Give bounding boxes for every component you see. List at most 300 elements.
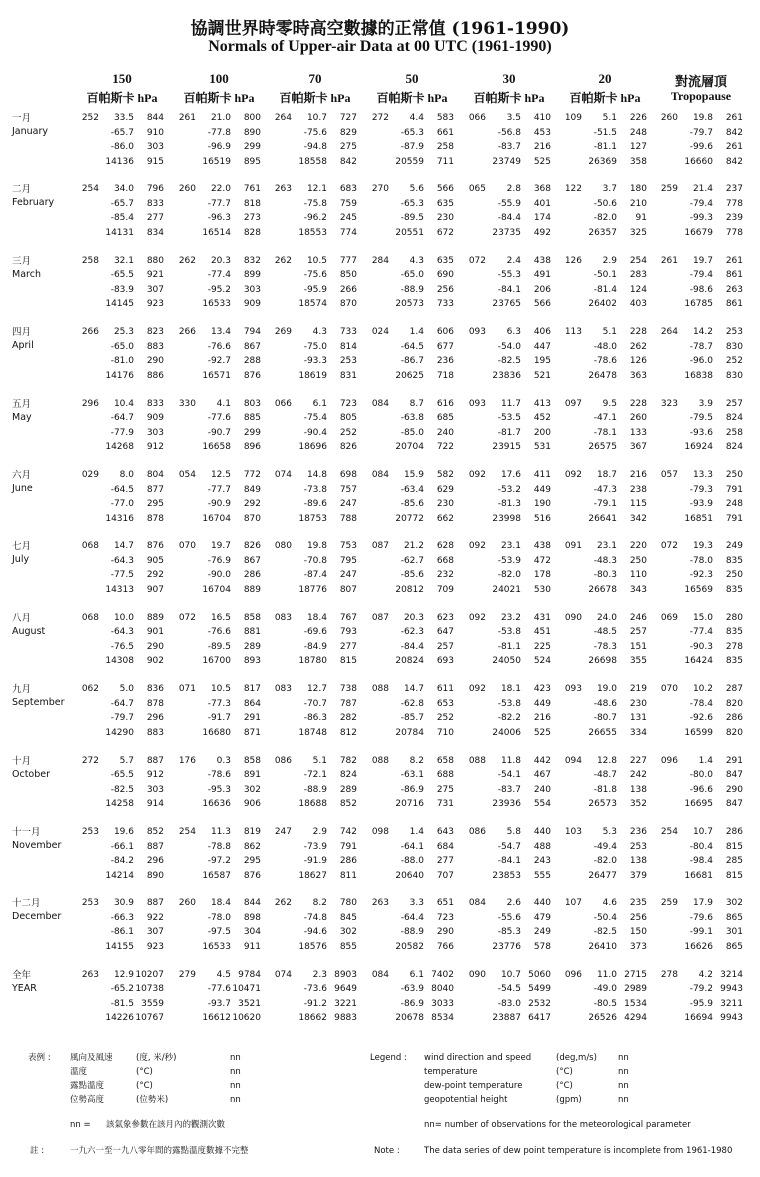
table-cell: 10.0	[113, 612, 134, 623]
table-cell: 286	[339, 856, 357, 866]
table-cell: -79.2	[689, 984, 713, 995]
table-cell: 653	[436, 698, 454, 709]
note-text-english: The data series of dew point temperature is incomplete from 1961-1980	[424, 1146, 733, 1156]
table-cell: 219	[629, 684, 647, 695]
table-cell: -82.0	[593, 856, 617, 866]
table-cell: -78.8	[207, 841, 231, 852]
table-cell: -89.5	[207, 641, 231, 652]
table-cell: 828	[243, 227, 261, 238]
table-cell: 2.9	[602, 255, 617, 266]
table-cell: -86.7	[400, 356, 424, 367]
table-cell: 16704	[202, 513, 231, 524]
table-cell: -64.3	[110, 627, 134, 638]
level-header-number: 對流層頂	[674, 74, 727, 89]
table-cell: 16658	[202, 442, 231, 453]
table-cell: 10.5	[210, 684, 231, 695]
table-cell: 842	[339, 156, 357, 167]
table-cell: -54.5	[497, 984, 521, 995]
month-label-chinese: 十二月	[12, 898, 41, 910]
table-cell: 296	[146, 713, 164, 724]
table-cell: 097	[564, 398, 582, 409]
table-cell: 098	[371, 827, 389, 837]
table-cell: 23.1	[500, 541, 521, 552]
table-cell: -80.0	[689, 770, 713, 781]
table-cell: 10.5	[306, 255, 327, 266]
table-cell: 8.2	[409, 755, 424, 766]
table-cell: -75.0	[303, 341, 327, 352]
level-header-unit: 百帕斯卡 hPa	[473, 91, 545, 105]
table-cell: -50.1	[593, 270, 617, 281]
table-cell: 10.2	[692, 684, 713, 695]
table-cell: 16924	[684, 442, 713, 453]
table-cell: 291	[725, 755, 743, 766]
table-cell: 292	[146, 570, 164, 581]
table-cell: 19.3	[692, 541, 713, 552]
table-cell: 304	[243, 927, 261, 938]
table-cell: 555	[533, 870, 551, 881]
table-cell: 8534	[431, 1013, 454, 1024]
table-cell: 225	[533, 641, 551, 652]
table-cell: 23749	[492, 156, 521, 167]
table-cell: -95.9	[303, 284, 327, 295]
table-cell: 20.3	[210, 255, 231, 266]
table-cell: 20573	[395, 299, 424, 310]
table-cell: 23.1	[596, 541, 617, 552]
table-cell: 254	[178, 827, 196, 837]
table-cell: 406	[533, 327, 551, 338]
table-cell: -90.3	[689, 641, 713, 652]
table-cell: -86.9	[400, 998, 424, 1009]
table-cell: 084	[371, 398, 389, 409]
table-cell: 286	[725, 827, 743, 837]
table-cell: -78.7	[689, 341, 713, 352]
table-cell: 566	[533, 299, 551, 310]
table-cell: 91	[635, 213, 647, 224]
table-cell: -88.9	[303, 784, 327, 795]
table-cell: 833	[146, 398, 164, 409]
table-cell: 17.9	[692, 898, 713, 909]
table-cell: -96.2	[303, 213, 327, 224]
table-cell: 842	[725, 156, 743, 167]
table-cell: 086	[468, 827, 486, 837]
table-cell: -95.9	[689, 998, 713, 1009]
table-cell: -76.6	[207, 341, 231, 352]
legend-title-english: Legend :	[370, 1053, 407, 1063]
table-cell: 19.6	[113, 827, 134, 837]
table-cell: 757	[339, 484, 357, 495]
table-cell: 290	[146, 356, 164, 367]
legend-en-name-2: dew-point temperature	[424, 1081, 523, 1091]
legend-zh-unit-1: (°C)	[136, 1067, 153, 1077]
table-cell: 849	[243, 484, 261, 495]
table-cell: 252	[725, 356, 743, 367]
table-cell: 237	[725, 184, 743, 195]
table-cell: -65.3	[400, 127, 424, 138]
table-cell: -90.4	[303, 427, 327, 438]
table-cell: -79.4	[689, 198, 713, 209]
table-cell: 876	[146, 541, 164, 552]
table-cell: 290	[436, 927, 454, 938]
table-cell: 126	[564, 255, 582, 266]
table-cell: 842	[725, 127, 743, 138]
legend-zh-unit-2: (°C)	[136, 1081, 153, 1091]
table-cell: -78.6	[593, 356, 617, 367]
table-cell: 787	[339, 698, 357, 709]
table-cell: 611	[436, 684, 454, 695]
table-cell: 072	[178, 612, 196, 623]
table-cell: 24006	[492, 727, 521, 738]
table-cell: 870	[243, 513, 261, 524]
legend-en-nn-3: nn	[618, 1095, 629, 1105]
table-cell: -91.2	[303, 998, 327, 1009]
table-cell: -88.0	[400, 856, 424, 866]
legend-en-nn-0: nn	[618, 1053, 629, 1063]
table-cell: 4294	[624, 1013, 647, 1024]
table-cell: 33.5	[113, 113, 134, 123]
table-cell: 19.0	[596, 684, 617, 695]
table-cell: 423	[533, 684, 551, 695]
table-cell: 23998	[492, 513, 521, 524]
table-cell: 11.8	[500, 755, 521, 766]
table-cell: -66.3	[110, 912, 134, 923]
table-cell: 16680	[202, 727, 231, 738]
table-cell: 259	[660, 898, 678, 909]
month-label-chinese: 八月	[12, 612, 32, 624]
table-cell: -49.0	[593, 984, 617, 995]
table-cell: 766	[436, 941, 454, 952]
month-label-chinese: 全年	[12, 969, 32, 981]
table-cell: 088	[371, 755, 389, 766]
level-header-number: 20	[598, 71, 612, 86]
month-label-english: April	[12, 340, 34, 352]
table-cell: 606	[436, 327, 454, 338]
table-cell: 727	[339, 113, 357, 123]
table-cell: -50.4	[593, 912, 617, 923]
table-cell: 113	[564, 327, 582, 338]
table-cell: 8040	[431, 984, 454, 995]
table-cell: 26477	[588, 870, 617, 881]
table-cell: -81.5	[110, 998, 134, 1009]
table-cell: -62.7	[400, 555, 424, 566]
table-cell: 902	[146, 656, 164, 667]
table-cell: 16660	[684, 156, 713, 167]
table-cell: 253	[81, 827, 99, 837]
table-cell: 794	[243, 327, 261, 338]
table-cell: 272	[81, 755, 99, 766]
table-cell: -96.9	[207, 142, 231, 152]
table-cell: 3521	[238, 998, 261, 1009]
table-cell: 26678	[588, 584, 617, 595]
table-cell: 578	[533, 941, 551, 952]
table-cell: 566	[436, 184, 454, 195]
table-cell: 23836	[492, 370, 521, 381]
table-cell: -65.5	[110, 770, 134, 781]
table-cell: 15.0	[692, 612, 713, 623]
table-cell: 289	[243, 641, 261, 652]
table-cell: 867	[243, 341, 261, 352]
table-cell: -54.1	[497, 770, 521, 781]
table-cell: 685	[436, 413, 454, 424]
table-cell: -64.5	[110, 484, 134, 495]
table-cell: 257	[436, 641, 454, 652]
table-cell: 16694	[684, 1013, 713, 1024]
table-cell: 259	[660, 184, 678, 195]
legend-zh-nn-2: nn	[230, 1081, 241, 1091]
month-label-chinese: 十月	[12, 755, 32, 767]
table-cell: 092	[468, 684, 486, 695]
table-cell: 230	[436, 499, 454, 509]
table-cell: 368	[533, 184, 551, 195]
table-cell: 403	[629, 299, 647, 310]
table-cell: 070	[660, 684, 678, 695]
legend-zh-nn-1: nn	[230, 1067, 241, 1077]
table-cell: 226	[629, 113, 647, 123]
month-label-chinese: 六月	[12, 470, 32, 481]
table-cell: 440	[533, 827, 551, 837]
table-cell: 447	[533, 341, 551, 352]
table-cell: 923	[146, 941, 164, 952]
table-cell: -84.1	[497, 856, 521, 866]
table-cell: -78.4	[689, 698, 713, 709]
table-cell: 677	[436, 341, 454, 352]
table-cell: -81.1	[593, 142, 617, 152]
table-cell: 815	[725, 870, 743, 881]
table-cell: -93.9	[689, 499, 713, 509]
table-cell: 16599	[684, 727, 713, 738]
month-label-english: September	[12, 697, 65, 709]
table-cell: 16569	[684, 584, 713, 595]
table-cell: -79.6	[689, 912, 713, 923]
legend-zh-name-1: 溫度	[70, 1067, 88, 1077]
table-cell: 30.9	[113, 898, 134, 909]
table-cell: 32.1	[113, 255, 134, 266]
legend-zh-nn-0: nn	[230, 1053, 241, 1063]
table-cell: 812	[339, 727, 357, 738]
table-cell: 830	[725, 341, 743, 352]
table-cell: -85.6	[400, 499, 424, 509]
table-cell: 861	[725, 270, 743, 281]
table-cell: 21.0	[210, 113, 231, 123]
table-cell: 1.4	[409, 327, 424, 338]
table-cell: -90.0	[207, 570, 231, 581]
table-cell: -53.9	[497, 555, 521, 566]
table-cell: 236	[436, 356, 454, 367]
table-cell: 845	[339, 912, 357, 923]
table-cell: 896	[243, 442, 261, 453]
table-cell: 263	[81, 969, 99, 980]
month-label-english: November	[12, 840, 62, 851]
table-cell: 247	[339, 499, 357, 509]
table-cell: 761	[243, 184, 261, 195]
table-cell: 17.6	[500, 470, 521, 480]
table-cell: -63.4	[400, 484, 424, 495]
table-cell: 20.3	[403, 612, 424, 623]
table-cell: 109	[564, 113, 582, 123]
table-cell: 883	[146, 727, 164, 738]
table-cell: 253	[629, 841, 647, 852]
table-cell: 23735	[492, 227, 521, 238]
table-cell: -75.4	[303, 413, 327, 424]
table-cell: 266	[339, 284, 357, 295]
table-cell: 272	[371, 113, 389, 123]
table-cell: -85.7	[400, 713, 424, 724]
table-cell: 18748	[298, 727, 327, 738]
table-cell: 820	[725, 727, 743, 738]
table-cell: 247	[339, 570, 357, 581]
table-cell: -77.6	[207, 413, 231, 424]
table-cell: 11.0	[596, 969, 617, 980]
table-cell: 24021	[492, 584, 521, 595]
table-cell: 530	[533, 584, 551, 595]
table-cell: 086	[274, 755, 292, 766]
table-cell: 910	[146, 127, 164, 138]
table-cell: 4.4	[409, 113, 424, 123]
table-cell: 887	[146, 755, 164, 766]
table-cell: 250	[725, 570, 743, 581]
table-cell: 256	[436, 284, 454, 295]
legend-zh-unit-3: (位勢米)	[136, 1095, 169, 1105]
table-cell: 263	[371, 898, 389, 909]
table-cell: 777	[339, 255, 357, 266]
table-cell: -81.7	[497, 427, 521, 438]
table-cell: 092	[468, 541, 486, 552]
table-cell: 245	[339, 213, 357, 224]
table-cell: 262	[274, 898, 292, 909]
month-label-chinese: 五月	[12, 398, 32, 410]
table-cell: 9784	[238, 969, 261, 980]
table-cell: -90.9	[207, 499, 231, 509]
table-cell: -47.3	[593, 484, 617, 495]
table-cell: -62.8	[400, 698, 424, 709]
table-cell: -81.3	[497, 499, 521, 509]
month-label-english: June	[12, 483, 33, 494]
table-cell: 257	[725, 398, 743, 409]
table-cell: -81.1	[497, 641, 521, 652]
table-cell: 885	[243, 413, 261, 424]
table-cell: 835	[725, 627, 743, 638]
table-cell: 8.7	[409, 398, 424, 409]
table-cell: 709	[436, 584, 454, 595]
table-cell: 891	[243, 770, 261, 781]
table-cell: 258	[81, 255, 99, 266]
table-cell: 16424	[684, 656, 713, 667]
table-cell: -63.1	[400, 770, 424, 781]
table-cell: 240	[533, 784, 551, 795]
table-cell: 5.3	[602, 827, 617, 837]
table-cell: 292	[243, 499, 261, 509]
table-cell: -77.0	[110, 499, 134, 509]
table-cell: 295	[243, 856, 261, 866]
level-header-number: 150	[112, 71, 132, 86]
table-cell: -79.7	[689, 127, 713, 138]
table-cell: -75.8	[303, 198, 327, 209]
table-cell: -63.8	[400, 413, 424, 424]
legend-en-name-1: temperature	[424, 1067, 478, 1077]
table-cell: 889	[243, 584, 261, 595]
table-cell: 2532	[528, 998, 551, 1009]
legend-en-unit-1: (°C)	[556, 1067, 573, 1077]
table-cell: 5.0	[119, 684, 134, 695]
legend-zh-unit-0: (度, 米/秒)	[136, 1053, 177, 1063]
table-cell: -77.3	[207, 698, 231, 709]
table-cell: 449	[533, 484, 551, 495]
table-cell: 16785	[684, 299, 713, 310]
table-cell: 922	[146, 912, 164, 923]
table-cell: 250	[725, 470, 743, 480]
table-cell: 796	[146, 184, 164, 195]
table-cell: 844	[146, 113, 164, 123]
table-cell: 2.3	[312, 969, 327, 980]
table-cell: 302	[725, 898, 743, 909]
table-cell: 847	[725, 799, 743, 810]
table-cell: -48.5	[593, 627, 617, 638]
table-cell: 150	[629, 927, 647, 938]
level-header-number: 70	[308, 71, 322, 86]
table-cell: 1.4	[409, 827, 424, 837]
table-cell: 260	[178, 184, 196, 195]
table-cell: -84.4	[497, 213, 521, 224]
table-cell: 216	[533, 142, 551, 152]
table-cell: 13.4	[210, 327, 231, 338]
table-cell: 16587	[202, 870, 231, 881]
table-cell: 19.8	[306, 541, 327, 552]
table-cell: 239	[725, 213, 743, 224]
table-cell: 126	[629, 356, 647, 367]
table-cell: 2.9	[312, 827, 327, 837]
table-cell: 778	[725, 227, 743, 238]
table-cell: 820	[725, 698, 743, 709]
table-cell: 10767	[135, 1013, 164, 1024]
table-cell: 18.4	[210, 898, 231, 909]
table-cell: -55.3	[497, 270, 521, 281]
table-cell: 901	[146, 627, 164, 638]
table-cell: 235	[629, 898, 647, 909]
table-cell: 124	[629, 284, 647, 295]
table-cell: 788	[339, 513, 357, 524]
table-cell: 14.8	[306, 470, 327, 480]
table-cell: 554	[533, 799, 551, 810]
level-header-number: 30	[502, 71, 516, 86]
table-cell: -48.0	[593, 341, 617, 352]
table-cell: 921	[146, 270, 164, 281]
table-cell: 18.4	[306, 612, 327, 623]
table-cell: 14131	[105, 227, 134, 238]
table-cell: -99.1	[689, 927, 713, 938]
table-cell: 262	[178, 255, 196, 266]
table-cell: 266	[178, 327, 196, 338]
table-cell: -72.1	[303, 770, 327, 781]
table-cell: 738	[339, 684, 357, 695]
table-cell: 258	[436, 142, 454, 152]
table-cell: 11.7	[500, 398, 521, 409]
table-cell: 16681	[684, 870, 713, 881]
table-cell: -73.8	[303, 484, 327, 495]
table-cell: 355	[629, 656, 647, 667]
table-cell: -97.5	[207, 927, 231, 938]
table-cell: -83.7	[497, 142, 521, 152]
table-cell: 826	[243, 541, 261, 552]
table-cell: -85.0	[400, 427, 424, 438]
table-cell: 090	[564, 612, 582, 623]
table-cell: 295	[146, 499, 164, 509]
table-cell: 2.6	[506, 898, 521, 909]
table-cell: 711	[436, 156, 454, 167]
table-cell: 262	[274, 255, 292, 266]
table-cell: 26357	[588, 227, 617, 238]
table-cell: -65.3	[400, 198, 424, 209]
table-cell: 178	[533, 570, 551, 581]
table-cell: 091	[564, 541, 582, 552]
